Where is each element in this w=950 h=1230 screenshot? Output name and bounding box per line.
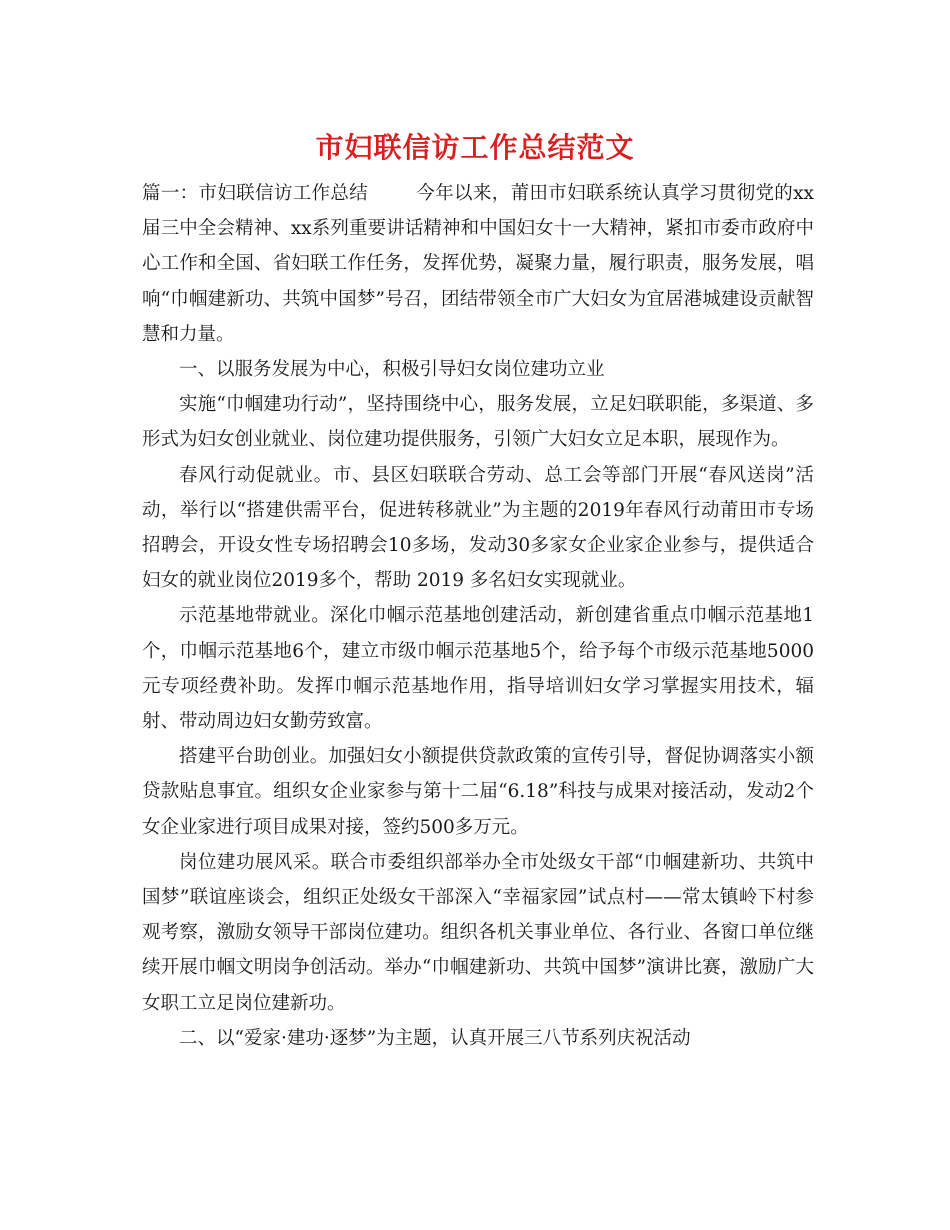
document-body [142, 176, 814, 1056]
intro-paragraph [142, 176, 814, 352]
body-paragraph: 示范基地带就业。深化巾帼示范基地创建活动，新创建省重点巾帼示范基地1个，巾帼示范基地6个，建立市级巾帼示范基地5个，给予每个市级示范基地5000元专项经费补助。发挥巾帼示范基地作用，指导培训妇女学习掌握实用技术，辐射、带动周边妇女勤劳致富。 [142, 605, 814, 733]
body-paragraph: 春风行动促就业。市、县区妇联联合劳动、总工会等部门开展“春风送岗”活动，举行以“搭建供需平台，促进转移就业”为主题的2019年春风行动莆田市专场招聘会，开设女性专场招聘会10多场，发动30多家女企业家企业参与，提供适合妇女的就业岗位2019多个，帮助 2019 多名妇女实现就业。 [142, 464, 814, 592]
section-heading-1: 一、以服务发展为中心，积极引导妇女岗位建功立业 [179, 359, 605, 381]
body-paragraph: 搭建平台助创业。加强妇女小额提供贷款政策的宣传引导，督促协调落实小额贷款贴息事宜。组织女企业家参与第十二届“6.18”科技与成果对接活动，发动2个女企业家进行项目成果对接，签约500多万元。 [142, 746, 814, 838]
document-title: 市妇联信访工作总结范文 [315, 131, 635, 164]
body-paragraph: 岗位建功展风采。联合市委组织部举办全市处级女干部“巾帼建新功、共筑中国梦”联谊座谈会，组织正处级女干部深入“幸福家园”试点村——常太镇岭下村参观考察，激励女领导干部岗位建功。组织各机关事业单位、各行业、各窗口单位继续开展巾帼文明岗争创活动。举办“巾帼建新功、共筑中国梦”演讲比赛，激励广大女职工立足岗位建新功。 [142, 851, 814, 1014]
intro-label: 篇一：市妇联信访工作总结 [142, 183, 369, 204]
section-heading-2: 二、以“爱家·建功·逐梦”为主题，认真开展三八节系列庆祝活动 [179, 1027, 691, 1049]
intro-text: 今年以来，莆田市妇联系统认真学习贯彻党的xx届三中全会精神、xx系列重要讲话精神和中国妇女十一大精神，紧扣市委市政府中心工作和全国、省妇联工作任务，发挥优势，凝聚力量，履行职责，服务发展，唱响“巾帼建新功、共筑中国梦”号召，团结带领全市广大妇女为宜居港城建设贡献智慧和力量。 [142, 183, 814, 345]
body-paragraph: 实施“巾帼建功行动”，坚持围绕中心，服务发展，立足妇联职能，多渠道、多形式为妇女创业就业、岗位建功提供服务，引领广大妇女立足本职，展现作为。 [142, 394, 814, 451]
